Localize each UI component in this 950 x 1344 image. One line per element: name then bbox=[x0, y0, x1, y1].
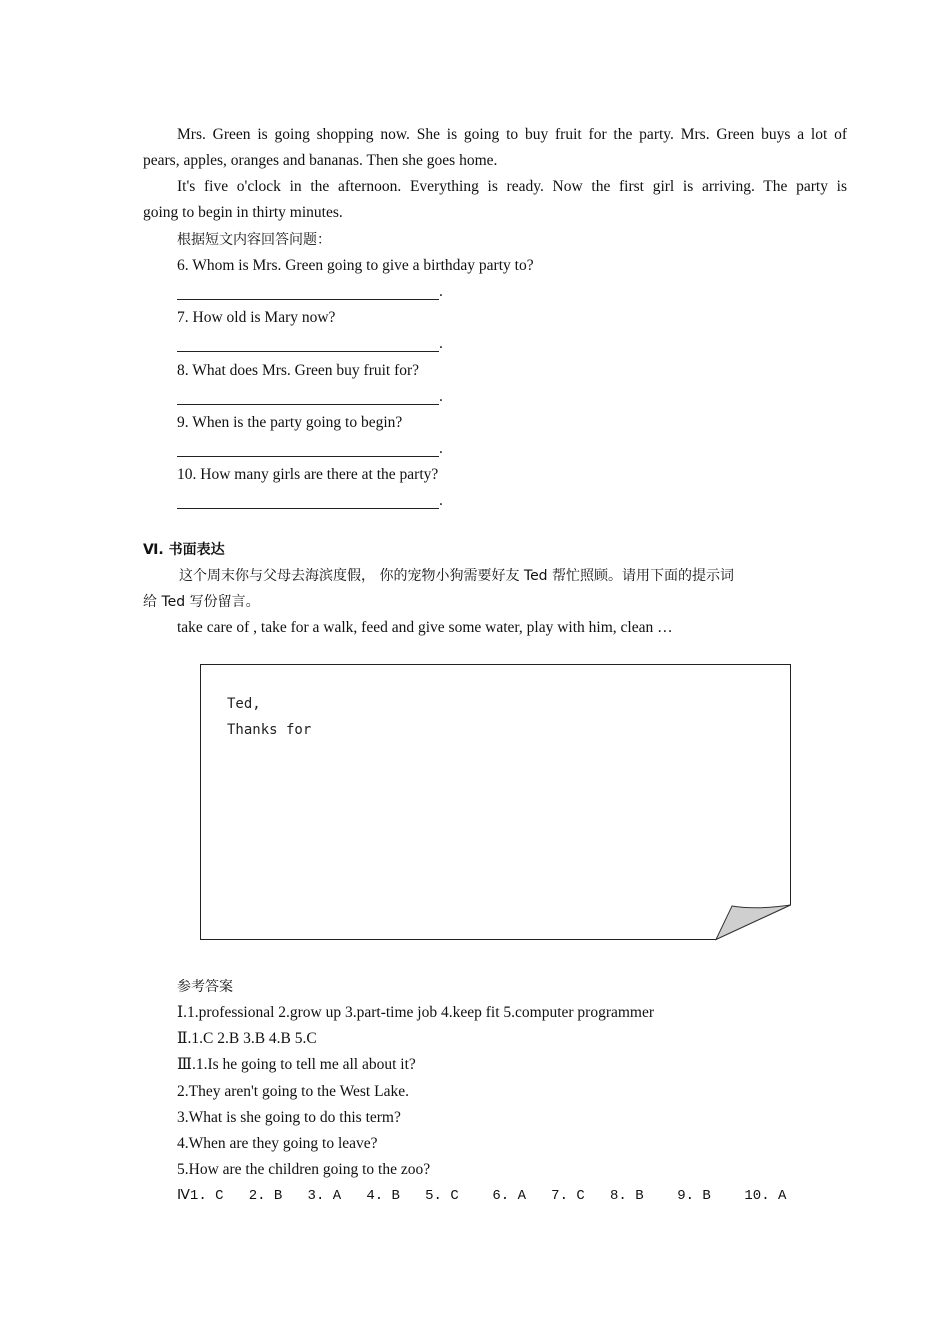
answer-line-4: 2.They aren't going to the West Lake. bbox=[177, 1083, 409, 1100]
para2-line2: going to begin in thirty minutes. bbox=[143, 204, 343, 221]
question-6: 6. Whom is Mrs. Green going to give a birthday party to? bbox=[177, 257, 534, 274]
answer-line-3: Ⅲ.1.Is he going to tell me all about it? bbox=[177, 1056, 416, 1073]
answer-line-5: 3.What is she going to do this term? bbox=[177, 1109, 401, 1126]
blank-period: . bbox=[439, 335, 443, 352]
message-note-box[interactable] bbox=[200, 664, 790, 939]
answer-line-8: Ⅳ1. C 2. B 3. A 4. B 5. C 6. A 7. C 8. B 9. B 10. A bbox=[177, 1188, 787, 1204]
blank-period: . bbox=[439, 283, 443, 300]
answer-line-1: Ⅰ.1.professional 2.grow up 3.part-time job 4.keep fit 5.computer programmer bbox=[177, 1004, 655, 1021]
writing-prompt-line1: 这个周末你与父母去海滨度假， 你的宠物小狗需要好友 Ted 帮忙照顾。请用下面的提示词 bbox=[179, 568, 735, 584]
question-instruction: 根据短文内容回答问题： bbox=[177, 232, 331, 248]
note-salutation: Ted, bbox=[227, 696, 261, 712]
answer-line-7: 5.How are the children going to the zoo? bbox=[177, 1161, 431, 1178]
answer-blank-8[interactable] bbox=[177, 384, 447, 410]
para2-line1: It's five o'clock in the afternoon. Everything is ready. Now the first girl is arriving. The party is bbox=[177, 178, 847, 195]
para1-line1: Mrs. Green is going shopping now. She is going to buy fruit for the party. Mrs. Green buys a lot of bbox=[177, 126, 847, 143]
para1-line2: pears, apples, oranges and bananas. Then she goes home. bbox=[143, 152, 498, 169]
question-10: 10. How many girls are there at the party? bbox=[177, 466, 439, 483]
writing-hints: take care of , take for a walk, feed and give some water, play with him, clean … bbox=[177, 619, 673, 636]
writing-heading: Ⅵ. 书面表达 bbox=[143, 542, 225, 558]
answer-blank-9[interactable] bbox=[177, 436, 447, 462]
answer-blank-6[interactable] bbox=[177, 279, 447, 305]
answer-line-6: 4.When are they going to leave? bbox=[177, 1135, 378, 1152]
blank-period: . bbox=[439, 440, 443, 457]
answer-key-title: 参考答案 bbox=[177, 979, 233, 995]
blank-period: . bbox=[439, 492, 443, 509]
question-8: 8. What does Mrs. Green buy fruit for? bbox=[177, 362, 420, 379]
answer-blank-7[interactable] bbox=[177, 331, 447, 357]
answer-blank-10[interactable] bbox=[177, 488, 447, 514]
question-7: 7. How old is Mary now? bbox=[177, 309, 336, 326]
writing-prompt-line2: 给 Ted 写份留言。 bbox=[143, 594, 260, 610]
note-opening: Thanks for bbox=[227, 722, 312, 738]
answer-line-2: Ⅱ.1.C 2.B 3.B 4.B 5.C bbox=[177, 1030, 317, 1047]
note-paper-outline bbox=[200, 664, 792, 941]
question-9: 9. When is the party going to begin? bbox=[177, 414, 403, 431]
blank-period: . bbox=[439, 388, 443, 405]
